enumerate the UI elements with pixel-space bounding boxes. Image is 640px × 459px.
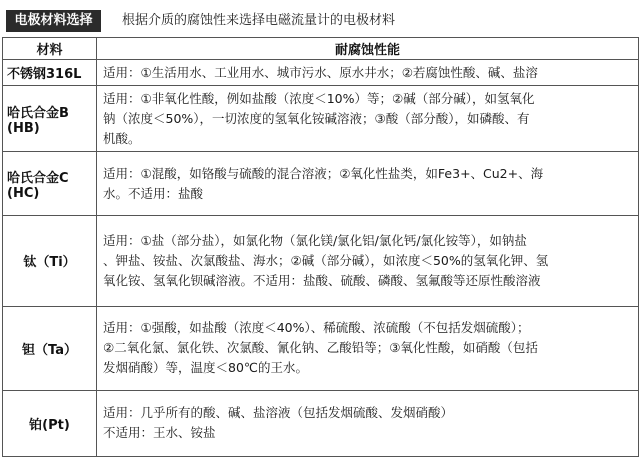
electrode-material-table	[2, 37, 639, 457]
property-line: 适用：①非氧化性酸，例如盐酸（浓度＜10%）等；②碱（部分碱），如氢氧化	[103, 90, 535, 106]
material-cell: 钽（Ta）	[3, 306, 97, 390]
table-row	[3, 60, 639, 86]
table-row	[3, 390, 639, 456]
header	[0, 0, 640, 38]
property-line: 氧化铵、氢氧化钡碱溶液。不适用：盐酸、硫酸、磷酸、氢氟酸等还原性酸溶液	[103, 272, 541, 288]
property-line: 钠（浓度＜50%），一切浓度的氢氧化铵碱溶液；③酸（部分酸），如磷酸、有	[103, 110, 530, 126]
table-row	[3, 152, 639, 216]
material-cell: 不锈钢316L	[3, 60, 97, 86]
material-cell: 哈氏合金C (HC)	[3, 152, 97, 216]
property-cell	[97, 216, 639, 306]
property-cell	[97, 86, 639, 152]
property-line: 适用：①强酸，如盐酸（浓度＜40%）、稀硫酸、浓硫酸（不包括发烟硫酸）；	[103, 320, 530, 336]
column-header-material: 材料	[3, 38, 97, 60]
property-line: 适用：①生活用水、工业用水、城市污水、原水井水；②若腐蚀性酸、碱、盐溶	[103, 64, 538, 80]
column-header-corrosion-resistance: 耐腐蚀性能	[97, 38, 639, 60]
property-line: 机酸。	[103, 130, 141, 146]
property-cell	[97, 152, 639, 216]
property-line: 适用：①盐（部分盐），如氯化物（氯化镁/氯化铝/氯化钙/氯化铵等），如钠盐	[103, 232, 527, 248]
property-cell	[97, 306, 639, 390]
table-row	[3, 86, 639, 152]
property-line: 不适用：王水、铵盐	[103, 425, 216, 441]
table-row	[3, 216, 639, 306]
property-line: 、钾盐、铵盐、次氯酸盐、海水；②碱（部分碱），如浓度＜50%的氢氧化钾、氢	[103, 252, 549, 268]
section-tag: 电极材料选择	[6, 10, 101, 32]
property-cell	[97, 60, 639, 86]
property-cell	[97, 390, 639, 456]
property-line: 水。不适用：盐酸	[103, 185, 204, 201]
section-subtitle: 根据介质的腐蚀性来选择电磁流量计的电极材料	[122, 13, 396, 28]
property-line: 适用：①混酸，如铬酸与硫酸的混合溶液；②氧化性盐类，如Fe3+、Cu2+、海	[103, 165, 544, 181]
property-line: ②二氧化氯、氯化铁、次氯酸、氰化钠、乙酸铅等；③氧化性酸，如硝酸（包括	[103, 340, 538, 356]
property-line: 适用：几乎所有的酸、碱、盐溶液（包括发烟硫酸、发烟硝酸）	[103, 405, 454, 421]
property-line: 发烟硝酸）等，温度＜80℃的王水。	[103, 360, 308, 376]
material-cell: 哈氏合金B (HB)	[3, 86, 97, 152]
material-cell: 钛（Ti）	[3, 216, 97, 306]
material-cell: 铂(Pt)	[3, 390, 97, 456]
table-row	[3, 306, 639, 390]
